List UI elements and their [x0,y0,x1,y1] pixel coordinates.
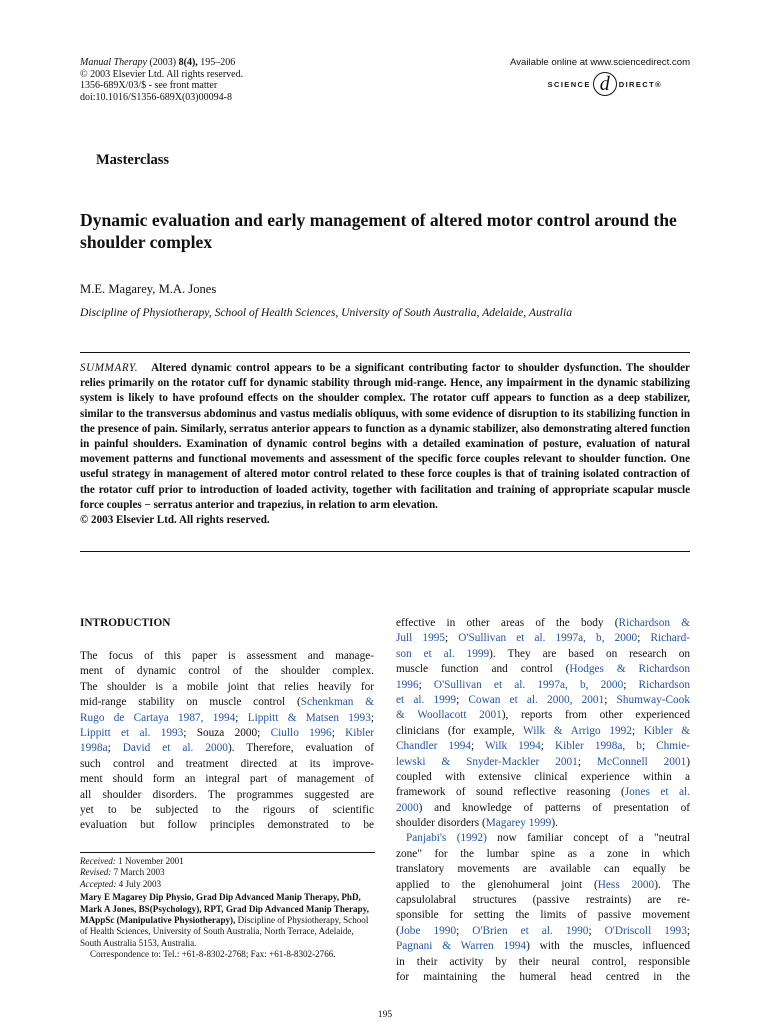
paragraph-line: all shoulder disorders. The programmes suggested are [80,788,374,801]
citation-link[interactable]: son et al. 1999 [396,647,490,660]
summary-bottom-rule [80,551,690,552]
correspondence: Correspondence to: Tel.: +61-8-8302-2768; Fax: +61-8-8302-2766. [90,949,336,960]
paragraph-line: The focus of this paper is assessment and manage- [80,650,374,662]
citation-link[interactable]: O'Driscoll 1993 [604,924,687,937]
citation-link[interactable]: Panjabi's (1992) [406,832,487,845]
paragraph-line: yet to be subjected to the rigours of scientific [80,803,374,816]
footnote-block [80,856,375,961]
citation-link[interactable]: David et al. 2000 [122,742,228,755]
article-title: Dynamic evaluation and early management of altered motor control around the shoulder complex [80,210,677,252]
summary-label: SUMMARY. [80,362,139,374]
summary-copyright: © 2003 Elsevier Ltd. All rights reserved. [80,514,270,527]
citation-link[interactable]: & Woollacott 2001 [396,709,502,722]
citation-link[interactable]: Chandler 1994 [396,740,472,753]
author-affiliation-note: Discipline of Physiotherapy, School of Health Sciences, University of South Australia, North Terrace, Adelaide, South Australia 5153, Australia. [80,915,369,948]
citation-link[interactable]: Wilk 1994 [485,740,541,753]
paragraph-line: translatory movements are available can equally be [396,863,690,876]
citation-block [80,57,243,103]
author-credentials: Mary E Magarey Dip Physio, Grad Dip Advanced Manip Therapy, PhD, Mark A Jones, BS(Psychology), RPT, Grad Dip Advanced Manip Therapy, MAppSc (Manipulative Physiotherapy), [80,892,369,926]
citation-link[interactable]: O'Brien et al. 1990 [472,924,589,937]
journal-name: Manual Therapy [80,57,147,68]
citation-link[interactable]: Cowan et al. 2000, 2001 [468,693,605,706]
citation-volume: 8(4), [178,57,198,68]
revised-date: 7 March 2003 [111,867,165,878]
paragraph-line: Jull 1995; O'Sullivan et al. 1997a, b, 2000; Richard- [396,632,690,645]
citation-link[interactable]: Rugo de Cartaya 1987, 1994 [80,711,236,724]
paragraph-line: (Jobe 1990; O'Brien et al. 1990; O'Driscoll 1993; [396,924,690,937]
paragraph-line: framework of sound reflective reasoning (Jones et al. [396,786,690,799]
citation-link[interactable]: Kibler [345,726,375,739]
paragraph-line: & Woollacott 2001), reports from other experienced [396,709,690,722]
paragraph-line: 1998a; David et al. 2000). Therefore, evaluation of [80,742,375,755]
summary-abstract [80,361,690,528]
citation-copyright: © 2003 Elsevier Ltd. All rights reserved. [80,68,244,80]
citation-link[interactable]: 1996 [396,678,419,691]
citation-link[interactable]: O'Sullivan et al. 1997a, b, 2000 [458,632,638,645]
paragraph-line: capsulolabral structures (passive restraints) are re- [396,894,690,907]
available-online-link[interactable]: Available online at www.sciencedirect.com [510,57,691,68]
paragraph-line: et al. 1999; Cowan et al. 2000, 2001; Shumway-Cook [396,693,690,706]
paragraph-line: lewski & Snyder-Mackler 2001; McConnell 2001) [396,755,691,768]
paragraph-line: ment should form an integral part of management of [80,773,374,786]
citation-link[interactable]: Richardson & [618,617,690,629]
right-column [396,616,690,985]
citation-link[interactable]: Lippitt & Matsen 1993 [247,711,371,724]
citation-link[interactable]: Shumway-Cook [616,693,690,706]
summary-text: Altered dynamic control appears to be a significant contributing factor to shoulder dysfunction. The shoulder relies primarily on the rotator cuff for dynamic stability through mid-range. Hence, any impairment in the dynamic stabilizing system is likely to have profound effects on the shoulder complex. The rotator cuff appears to function as a deep stabilizer, similar to the transversus abdominus and vastus medialis obliquus, with some evidence of disruption to its stabilizing function in the presence of pain. Similarly, serratus anterior appears to function as a dynamic stabilizer, also demonstrating altered function in painful shoulders. Examination of dynamic control begins with a detailed examination of posture, evaluation of natural movement patterns and functional movements and assessment of the specific force couples relevant to shoulder function. One useful strategy in management of altered motor control related to these force couples is that of training isolated contraction of the rotator cuff prior to introduction of loaded activity, together with facilitation and training of appropriate scapular muscle force couples − serratus anterior and trapezius, in relation to arm elevation. [80,362,690,511]
citation-link[interactable]: Magarey 1999 [485,817,552,830]
citation-link[interactable]: Jones et al. [624,786,690,799]
citation-link[interactable]: Lippitt et al. 1993 [80,726,184,739]
citation-link[interactable]: Chmie- [656,740,690,753]
citation-link[interactable]: Kibler & [643,724,690,737]
paragraph-line: evaluation but follow principles demonstrated to be [80,819,374,832]
paragraph-line: Pagnani & Warren 1994) with the muscles, influenced [396,940,690,953]
citation-link[interactable]: Jull 1995 [396,632,446,645]
paragraph-line: such control and treatment directed at its improve- [80,757,374,770]
paragraph-line: Rugo de Cartaya 1987, 1994; Lippitt & Matsen 1993; [80,711,374,724]
paragraph-line: applied to the glenohumeral joint (Hess 2000). The [396,878,690,891]
citation-issn: 1356-689X/03/$ - see front matter [80,80,218,92]
citation-link[interactable]: Wilk & Arrigo 1992 [523,724,632,737]
citation-link[interactable]: lewski & Snyder-Mackler 2001 [396,755,578,768]
citation-link[interactable]: McConnell 2001 [596,755,687,768]
paragraph-line: for maintaining the humeral head centred in the [396,970,690,983]
citation-link[interactable]: Richardson [638,678,690,691]
citation-link[interactable]: Hodges & Richardson [569,663,691,676]
citation-link[interactable]: Richard- [650,632,690,645]
paragraph-line: zone" for the lumbar spine as a zone in which [396,847,690,860]
citation-doi: doi:10.1016/S1356-689X(03)00094-8 [80,91,232,103]
paragraph-line: clinicians (for example, Wilk & Arrigo 1992; Kibler & [396,724,690,737]
paragraph-line: shoulder disorders (Magarey 1999). [396,817,558,830]
citation-year: (2003) [146,57,179,68]
sciencedirect-header [510,57,691,96]
paragraph-line: ment of dynamic control of the shoulder complex. [80,665,374,678]
citation-link[interactable]: Ciullo 1996 [270,726,332,739]
paragraph-line: Lippitt et al. 1993; Souza 2000; Ciullo 1996; Kibler [80,726,375,739]
paragraph-line: muscle function and control (Hodges & Richardson [396,663,691,676]
citation-link[interactable]: Schenkman & [300,696,374,709]
citation-pages: 195–206 [197,57,236,68]
citation-link[interactable]: 2000 [396,801,419,814]
citation-link[interactable]: Pagnani & Warren 1994 [396,940,527,953]
revised-label: Revised: [80,867,112,878]
paragraph-line: mid-range stability on muscle control (Schenkman & [80,696,374,709]
page-number: 195 [377,1009,393,1020]
citation-link[interactable]: 1998a [80,742,108,755]
received-date: 1 November 2001 [115,856,184,866]
paragraph-line: in their activity by their neural control, responsible [396,955,690,968]
logo-text-science: SCIENCE [547,79,591,89]
accepted-label: Accepted: [80,878,117,889]
paragraph-line: effective in other areas of the body (Richardson & [396,617,690,629]
authors: M.E. Magarey, M.A. Jones [80,282,217,296]
citation-link[interactable]: O'Sullivan et al. 1997a, b, 2000 [433,678,624,691]
paragraph-line: Chandler 1994; Wilk 1994; Kibler 1998a, b; Chmie- [396,740,690,753]
paragraph-line: The shoulder is a mobile joint that relies heavily for [80,680,374,693]
logo-text-direct: DIRECT® [618,79,662,89]
paragraph-line: 2000) and knowledge of patterns of presentation of [396,801,690,814]
affiliation: Discipline of Physiotherapy, School of Health Sciences, University of South Australia, Adelaide, Australia [80,306,573,319]
citation-link[interactable]: Kibler 1998a, b [554,740,642,753]
section-label: Masterclass [96,152,170,168]
paragraph-line: coupled with extensive clinical experience within a [396,770,690,783]
citation-link[interactable]: Hess 2000 [597,878,655,891]
paragraph-line: 1996; O'Sullivan et al. 1997a, b, 2000; Richardson [396,678,690,691]
introduction-heading: INTRODUCTION [80,617,171,629]
left-column [80,649,374,834]
received-label: Received: [80,856,116,866]
citation-link[interactable]: et al. 1999 [396,693,457,706]
footnote-rule [80,852,375,853]
citation-link[interactable]: Jobe 1990 [399,924,457,937]
paragraph-line: son et al. 1999). They are based on research on [396,647,690,660]
logo-d-mark: d [593,72,617,96]
paragraph-line: sponsible for setting the limits of passive movement [396,909,690,922]
accepted-date: 4 July 2003 [116,878,162,889]
summary-top-rule [80,352,690,353]
paragraph-line: Panjabi's (1992) now familiar concept of a "neutral [406,832,690,845]
sciencedirect-logo [510,72,662,96]
